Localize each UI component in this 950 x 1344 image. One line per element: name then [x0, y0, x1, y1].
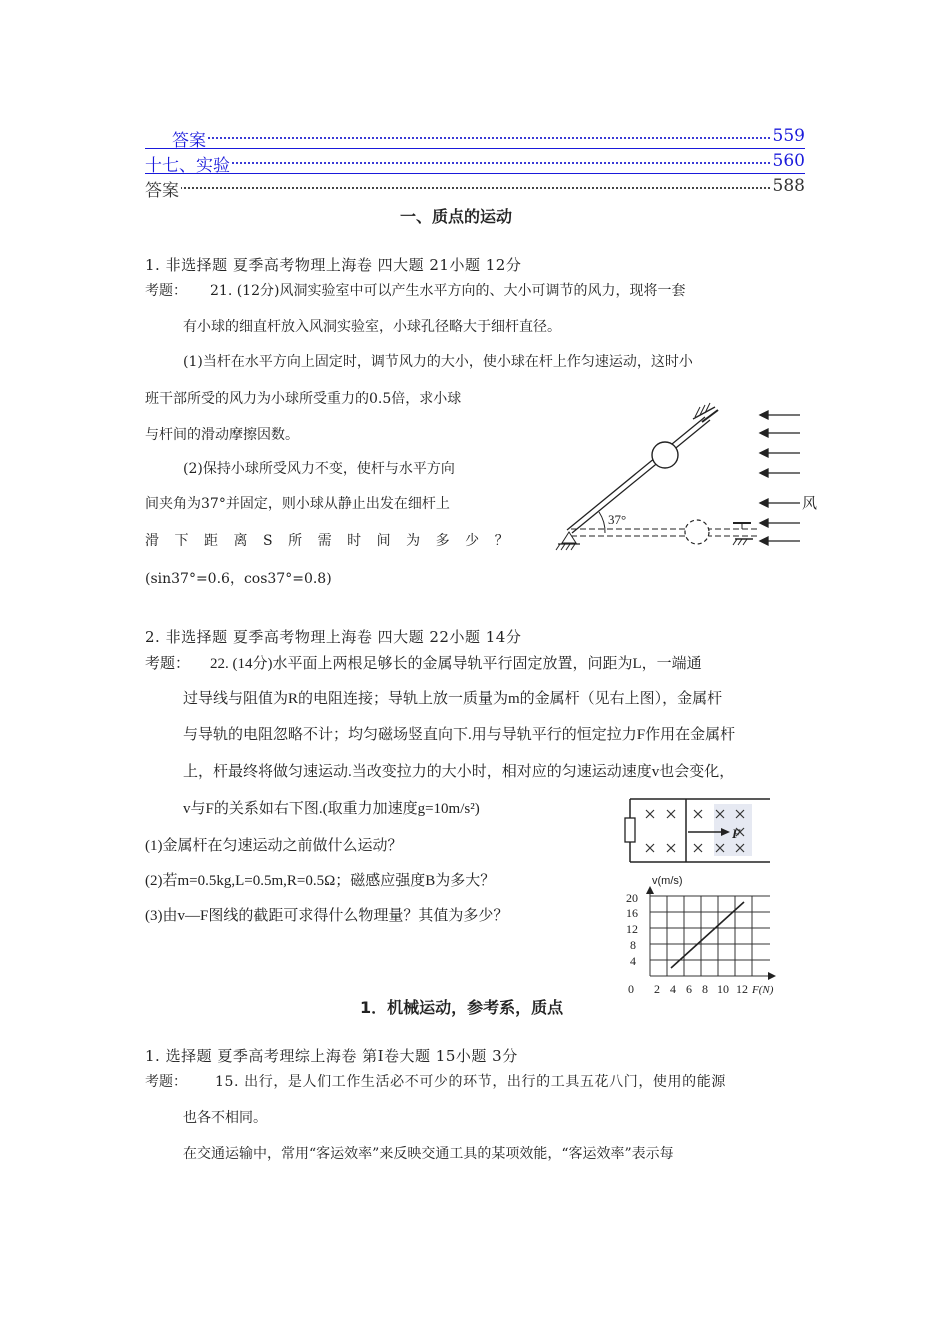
question-header: 1. 非选择题 夏季高考物理上海卷 四大题 21小题 12分 — [145, 256, 522, 274]
graph-x-tick: 6 — [686, 982, 692, 996]
question-text-line: (2)保持小球所受风力不变，使杆与水平方向 — [183, 461, 455, 477]
question-text-line: 也各不相同。 — [183, 1110, 267, 1126]
section-title: 1．机械运动，参考系，质点 — [360, 998, 564, 1017]
question-header: 2. 非选择题 夏季高考物理上海卷 四大题 22小题 14分 — [145, 628, 522, 646]
question-text-line: (1)当杆在水平方向上固定时，调节风力的大小，使小球在杆上作匀速运动，这时小 — [183, 354, 693, 370]
angle-label: 37° — [608, 512, 627, 527]
graph-y-axis-label: v(m/s) — [652, 875, 683, 887]
question-text-line: 与杆间的滑动摩擦因数。 — [145, 427, 299, 443]
question-text-line: 有小球的细直杆放入风洞实验室，小球孔径略大于细杆直径。 — [183, 319, 561, 335]
question-subpart: (1)金属杆在匀速运动之前做什么运动？ — [145, 838, 403, 854]
toc-entry-answers-559[interactable] — [145, 126, 805, 151]
toc-entry-label: 答案 — [145, 176, 181, 201]
question-subpart: (3)由v—F图线的截距可求得什么物理量？其值为多少？ — [145, 908, 509, 924]
section-title: 一、质点的运动 — [400, 207, 513, 226]
v-F-graph — [620, 872, 785, 997]
graph-x-tick: 8 — [702, 982, 708, 996]
question-text-line: v与F的关系如右下图.(取重力加速度g=10m/s²) — [183, 801, 480, 817]
question-text-line: 21. (12分)风洞实验室中可以产生水平方向的、大小可调节的风力，现将一套 — [210, 283, 686, 299]
rails-magnetic-field-figure — [622, 796, 772, 868]
graph-x-tick: 4 — [670, 982, 676, 996]
wind-label: 风 — [802, 494, 818, 512]
question-subpart: (2)若m=0.5kg,L=0.5m,R=0.5Ω；磁感应强度B为多大？ — [145, 873, 496, 889]
question-text-line: 15. 出行，是人们工作生活必不可少的环节，出行的工具五花八门，使用的能源 — [215, 1074, 726, 1090]
graph-y-tick: 8 — [630, 938, 636, 952]
graph-origin: 0 — [628, 982, 634, 996]
graph-x-tick: 2 — [654, 982, 660, 996]
toc-entry-label[interactable]: 十七、实验 — [145, 151, 232, 176]
graph-y-tick: 12 — [626, 922, 638, 936]
question-text-line: (sin37°=0.6，cos37°=0.8) — [145, 571, 332, 587]
question-header: 1. 选择题 夏季高考理综上海卷 第I卷大题 15小题 3分 — [145, 1047, 518, 1065]
question-text-line: 22. (14分)水平面上两根足够长的金属导轨平行固定放置，问距为L，一端通 — [210, 656, 702, 672]
question-text-line: 间夹角为37°并固定，则小球从静止出发在细杆上 — [145, 496, 450, 512]
question-text-line: 班干部所受的风力为小球所受重力的0.5倍，求小球 — [145, 391, 462, 407]
toc-leader-dots — [145, 187, 805, 189]
toc-entry-page: 588 — [772, 176, 805, 196]
graph-y-tick: 16 — [626, 906, 638, 920]
toc-entry-label[interactable]: 答案 — [145, 126, 208, 151]
graph-x-axis-label: F(N) — [752, 984, 774, 996]
graph-y-tick: 20 — [626, 891, 638, 905]
toc-leader-dots — [145, 162, 805, 164]
toc-entry-experiment-560[interactable] — [145, 151, 805, 176]
question-label: 考题： — [145, 656, 191, 672]
graph-y-tick: 4 — [630, 954, 636, 968]
graph-x-tick: 12 — [736, 982, 748, 996]
question-text-line: 与导轨的电阻忽略不计；均匀磁场竖直向下.用与导轨平行的恒定拉力F作用在金属杆 — [183, 727, 736, 743]
question-text-line: 上，杆最终将做匀速运动.当改变拉力的大小时，相对应的匀速运动速度v也会变化， — [183, 764, 735, 780]
question-text-line: 滑下距离S所需时间为多少？ — [145, 533, 525, 549]
toc-leader-dots — [145, 137, 805, 139]
graph-x-tick: 10 — [717, 982, 729, 996]
toc-entry-answers-588 — [145, 176, 805, 201]
force-label: F — [732, 826, 741, 841]
question-label: 考题： — [145, 1074, 187, 1090]
toc-entry-page[interactable]: 559 — [772, 126, 805, 146]
question-text-line: 过导线与阻值为R的电阻连接；导轨上放一质量为m的金属杆（见右上图），金属杆 — [183, 691, 723, 707]
wind-tunnel-figure — [555, 395, 825, 555]
toc-entry-page[interactable]: 560 — [772, 151, 805, 171]
question-label: 考题： — [145, 283, 187, 299]
question-text-line: 在交通运输中，常用“客运效率”来反映交通工具的某项效能，“客运效率”表示每 — [183, 1146, 674, 1162]
